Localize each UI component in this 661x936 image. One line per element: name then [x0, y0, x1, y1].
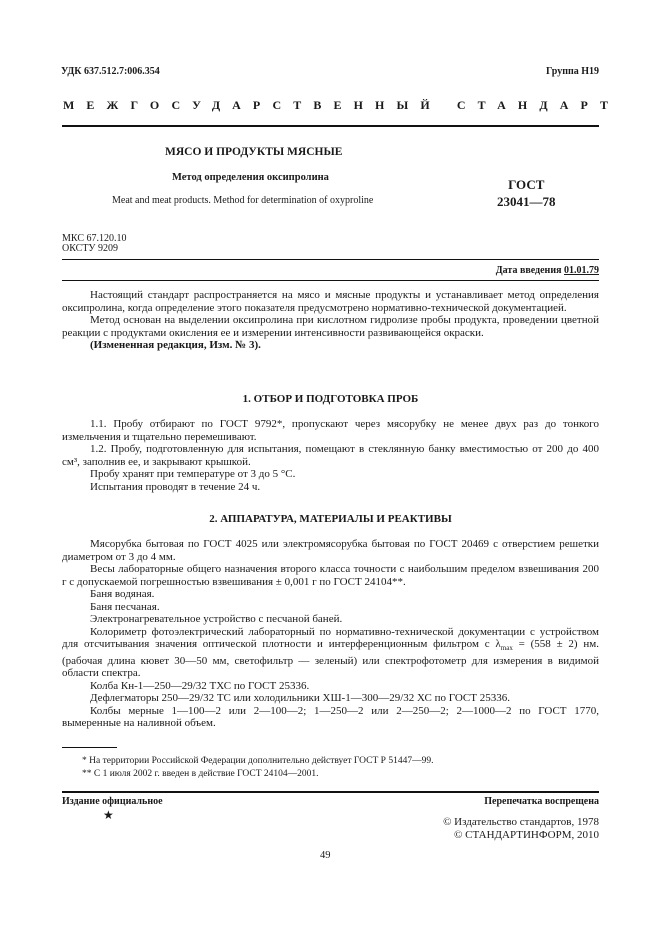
gost-label: ГОСТ [508, 177, 545, 192]
footnote-separator [62, 747, 117, 748]
intro-rule [62, 280, 599, 281]
section-2-paragraph: Электронагревательное устройство с песчаной баней. [90, 613, 343, 625]
section-2-paragraph: Колбы мерные 1—100—2 или 2—100—2; 1—250—2 или 2—250—2; 2—1000—2 по ГОСТ 1770, вымеренные на наливной объем. [62, 704, 599, 730]
section-2-paragraph: Мясорубка бытовая по ГОСТ 4025 или электромясорубка бытовая по ГОСТ 20469 с отверстием решетки диаметром от 3 до 4 мм. [62, 538, 599, 563]
footnotes [62, 755, 599, 780]
colorimeter-paragraph [62, 626, 599, 680]
udk-code: УДК 637.512.7:006.354 [61, 66, 160, 77]
header-rule [62, 125, 599, 127]
mks-code: МКС 67.120.10 [62, 233, 127, 244]
colorimeter-text-start: Колориметр фотоэлектрический лабораторный по нормативно-технической документации с устройством для отсчитывания значения оптической плотности и интерференционным фильтром с λ [62, 625, 599, 650]
document-title: МЯСО И ПРОДУКТЫ МЯСНЫЕ [165, 146, 343, 158]
document-method: Метод определения оксипролина [172, 172, 329, 183]
english-title: Meat and meat products. Method for determination of oxyproline [112, 195, 374, 206]
copyright-line: © Издательство стандартов, 1978 [443, 816, 599, 828]
section-2-paragraph: Баня водяная. [90, 588, 155, 600]
section-2-text [62, 538, 599, 730]
reprint-prohibited-label: Перепечатка воспрещена [484, 796, 599, 807]
section-2-paragraph: Весы лабораторные общего назначения второго класса точности с наибольшим пределом взвешивания 200 г с допускаемой погрешностью взвешивания ± 0,001 г по ГОСТ 24104**. [62, 563, 599, 588]
standard-type-heading: МЕЖГОСУДАРСТВЕННЫЙ СТАНДАРТ [63, 98, 621, 112]
okstu-code: ОКСТУ 9209 [62, 243, 119, 254]
section-2-paragraph: Баня песчаная. [90, 600, 160, 613]
classification-codes [62, 234, 126, 254]
footnote: ** С 1 июля 2002 г. введен в действие ГОСТ 24104—2001. [82, 768, 319, 779]
intro-paragraph: Метод основан на выделении оксипролина при кислотном гидролизе пробы продукта, проведении цветной реакции с продуктами окисления ее и измерении интенсивности развивающейся окраски. [62, 314, 599, 339]
section-1-heading: 1. ОТБОР И ПОДГОТОВКА ПРОБ [242, 393, 419, 405]
section-1-paragraph: Пробу хранят при температуре от 3 до 5 °С. [90, 468, 296, 480]
section-1-text [62, 418, 599, 493]
intro-date-value: 01.01.79 [564, 265, 599, 276]
section-2-paragraph: Дефлегматоры 250—29/32 ТС или холодильники ХШ-1—300—29/32 ХС по ГОСТ 25336. [90, 692, 510, 705]
gost-designation [497, 176, 556, 210]
section-1-paragraph: 1.1. Пробу отбирают по ГОСТ 9792*, пропускают через мясорубку не менее двух раз до тонкого измельчения и тщательно перемешивают. [62, 418, 599, 443]
colorimeter-text-end: = (558 ± 2) нм. (рабочая длина кювет 30—50 мм, светофильтр — зеленый) или спектрофотометр для измерения в видимой области спектра. [62, 638, 599, 680]
intro-date-label: Дата введения [495, 265, 564, 276]
section-1-paragraph: 1.2. Пробу, подготовленную для испытания, помещают в стеклянную банку вместимостью от 200 до 400 см³, заполнив ее, и закрывают крышкой. [62, 443, 599, 468]
codes-rule [62, 259, 599, 260]
intro-text [62, 289, 599, 352]
intro-paragraph: Настоящий стандарт распространяется на мясо и мясные продукты и устанавливает метод определения оксипролина, когда определение этого показателя предусмотрено нормативно-технической документацией. [62, 289, 599, 314]
section-2-heading: 2. АППАРАТУРА, МАТЕРИАЛЫ И РЕАКТИВЫ [209, 513, 452, 525]
section-2-paragraph: Колба Кн-1—250—29/32 ТХС по ГОСТ 25336. [90, 679, 310, 692]
intro-date [496, 265, 599, 276]
copyright-line: © СТАНДАРТИНФОРМ, 2010 [454, 829, 599, 841]
star-icon: ★ [103, 808, 114, 822]
footnote: * На территории Российской Федерации дополнительно действует ГОСТ Р 51447—99. [82, 756, 434, 766]
lambda-subscript: max [500, 644, 513, 653]
official-edition-label: Издание официальное [62, 796, 163, 807]
revision-note: (Измененная редакция, Изм. № 3). [90, 339, 261, 351]
page-number: 49 [320, 850, 331, 861]
group-code: Группа Н19 [546, 66, 599, 77]
section-1-paragraph: Испытания проводят в течение 24 ч. [90, 480, 261, 493]
footer-rule [62, 791, 599, 793]
gost-number: 23041—78 [497, 194, 556, 209]
